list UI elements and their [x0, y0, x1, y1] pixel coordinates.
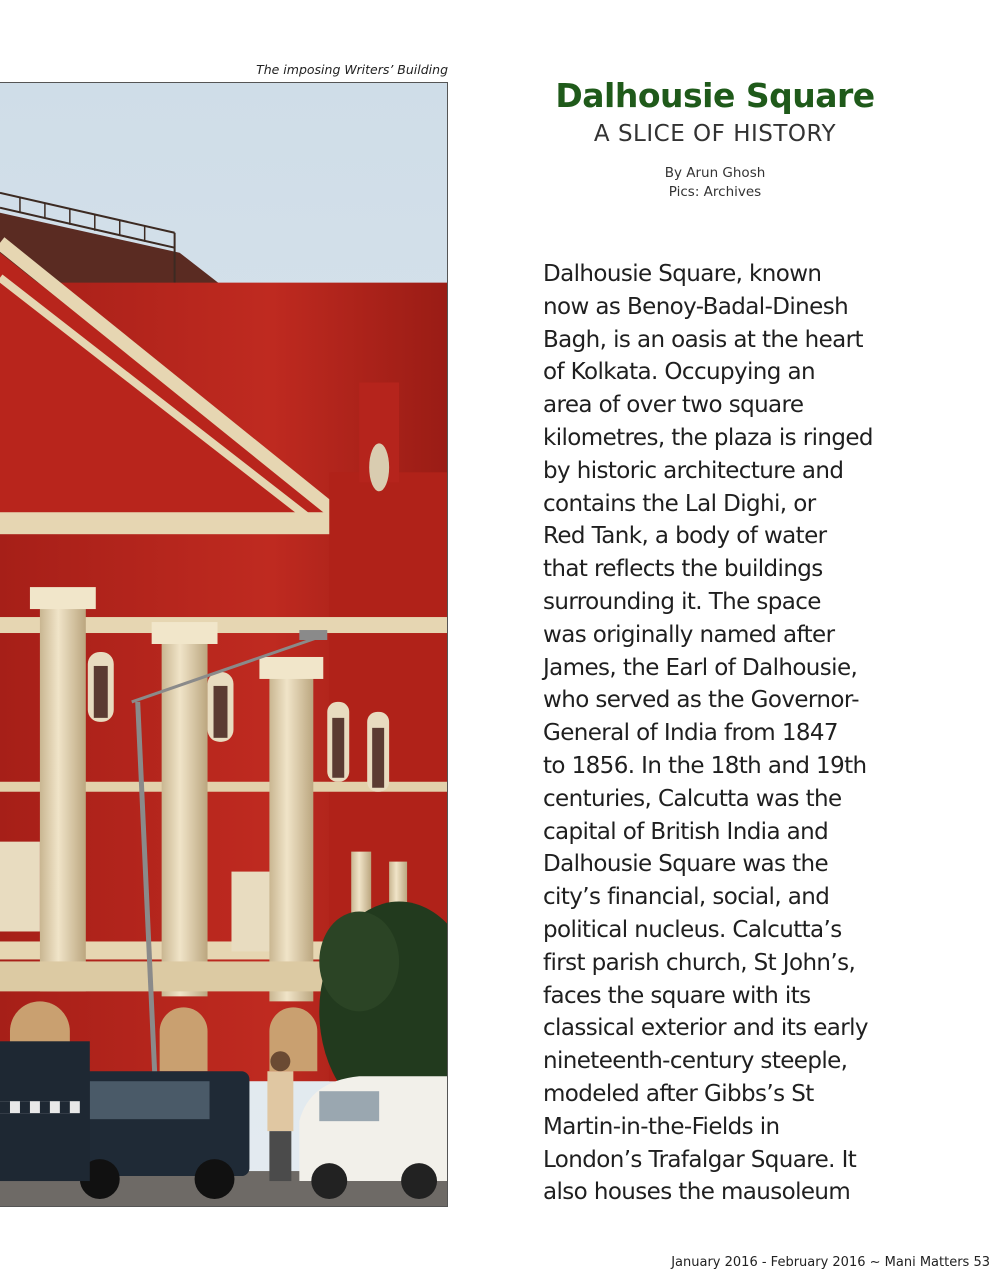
white-car — [299, 1076, 447, 1199]
body-line: capital of British India and — [543, 818, 829, 845]
body-line: centuries, Calcutta was the — [543, 785, 842, 812]
body-line: James, the Earl of Dalhousie, — [543, 654, 858, 681]
article-body — [543, 258, 893, 1209]
body-line: that reflects the buildings — [543, 556, 823, 583]
body-line: also houses the mausoleum — [543, 1179, 851, 1206]
building-illustration — [0, 83, 447, 1206]
body-line: first parish church, St John’s, — [543, 949, 856, 976]
body-line: General of India from 1847 — [543, 720, 838, 747]
body-line: of Kolkata. Occupying an — [543, 359, 815, 386]
page-footer: January 2016 - February 2016 ~ Mani Matters 53 — [671, 1255, 990, 1270]
police-van — [0, 1041, 90, 1181]
body-line: was originally named after — [543, 621, 835, 648]
body-line: Bagh, is an oasis at the heart — [543, 326, 863, 353]
body-line: political nucleus. Calcutta’s — [543, 916, 842, 943]
body-line: nineteenth-century steeple, — [543, 1048, 848, 1075]
body-line: faces the square with its — [543, 982, 811, 1009]
writers-building-photo — [0, 82, 448, 1207]
body-line: surrounding it. The space — [543, 588, 821, 615]
photo-caption: The imposing Writers’ Building — [256, 62, 448, 77]
body-line: kilometres, the plaza is ringed — [543, 424, 873, 451]
body-line: contains the Lal Dighi, or — [543, 490, 816, 517]
body-line: now as Benoy-Badal-Dinesh — [543, 293, 849, 320]
body-line: London’s Trafalgar Square. It — [543, 1146, 857, 1173]
body-line: Dalhousie Square was the — [543, 851, 829, 878]
author-byline: By Arun Ghosh — [664, 165, 766, 181]
body-line: by historic architecture and — [543, 457, 844, 484]
body-line: to 1856. In the 18th and 19th — [543, 752, 867, 779]
body-line: city’s financial, social, and — [543, 884, 830, 911]
body-line: classical exterior and its early — [543, 1015, 868, 1042]
article-subtitle: A SLICE OF HISTORY — [593, 121, 837, 147]
body-line: Red Tank, a body of water — [543, 523, 827, 550]
body-line: modeled after Gibbs’s St — [543, 1080, 814, 1107]
body-line: Martin-in-the-Fields in — [543, 1113, 780, 1140]
body-line: area of over two square — [543, 392, 804, 419]
pics-credit: Pics: Archives — [668, 184, 762, 200]
byline-block — [590, 164, 840, 202]
body-line: Dalhousie Square, known — [543, 261, 822, 287]
body-line: who served as the Governor- — [543, 687, 859, 714]
article-title: Dalhousie Square — [555, 76, 875, 115]
